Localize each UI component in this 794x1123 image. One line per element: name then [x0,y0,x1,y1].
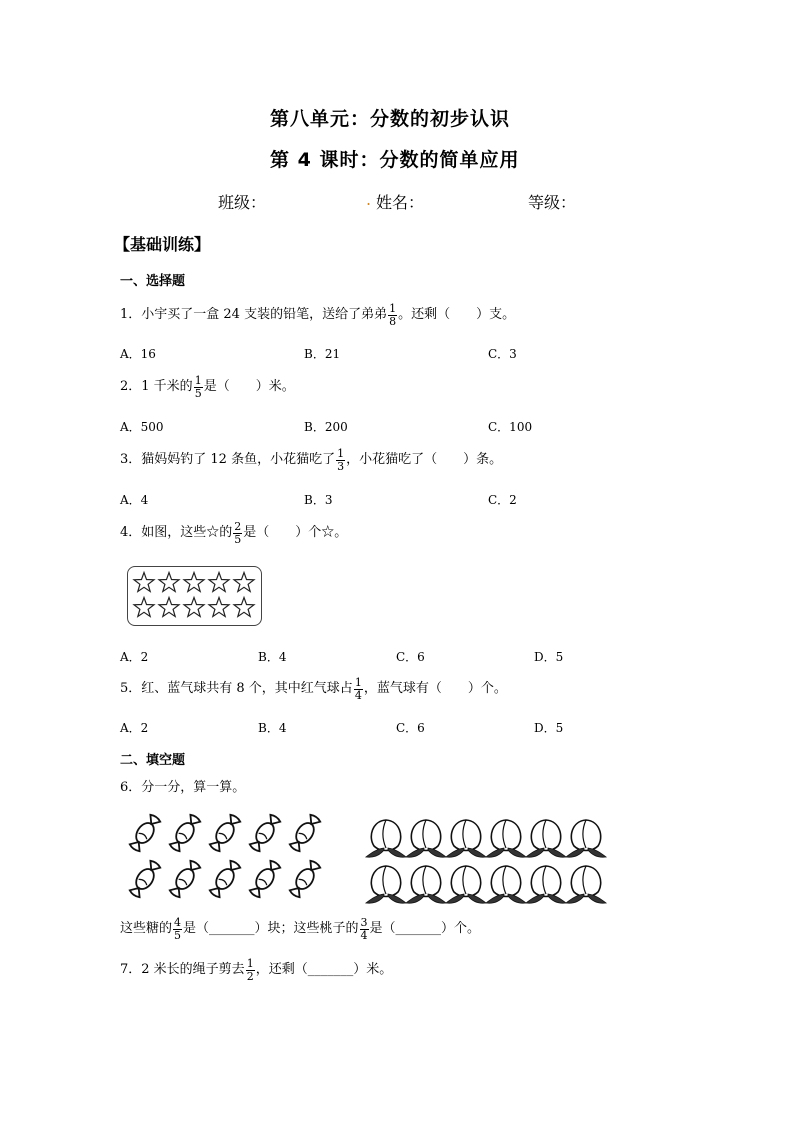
star-icon [134,598,154,617]
star-icon [159,573,179,592]
star-icon [234,598,254,617]
star-icon [134,573,154,592]
q1-option-a[interactable]: A．16 [120,347,156,361]
grade-label: 等级： [528,193,577,212]
q3-option-b[interactable]: B．3 [304,493,333,507]
q4-option-c[interactable]: C．6 [396,650,425,664]
name-label: 姓名： [376,193,425,212]
q2-option-a[interactable]: A．500 [120,420,164,434]
peach-icon [446,820,486,857]
q1-option-c[interactable]: C．3 [488,347,517,361]
fraction: $\frac{2}{5}$ [234,519,242,546]
q3-option-c[interactable]: C．2 [488,493,517,507]
candy-icon [128,859,163,900]
peaches-figure [363,815,613,905]
peach-icon [566,866,606,903]
q4-option-b[interactable]: B．4 [258,650,287,664]
q4-option-a[interactable]: A．2 [120,650,149,664]
peach-icon [526,820,566,857]
peach-icon [366,820,406,857]
peach-icon [526,866,566,903]
peach-icon [486,866,526,903]
unit-title: 第八单元：分数的初步认识 [270,108,511,130]
question-7: 7．2 米长的绳子剪去 $\frac{1}{2}$ ，还剩（_______）米。 [120,956,393,983]
question-6: 6．分一分，算一算。 [120,780,246,795]
question-1: 1．小宇买了一盒 24 支装的铅笔，送给了弟弟 $\frac{1}{8}$ 。还剩（ ）支。 [120,301,516,328]
peach-icon [366,866,406,903]
star-icon [159,598,179,617]
peach-icon [406,866,446,903]
part1-title: 一、选择题 [120,274,186,289]
q1-option-b[interactable]: B．21 [304,347,341,361]
star-icon [184,573,204,592]
question-3: 3．猫妈妈钓了 12 条鱼，小花猫吃了 $\frac{1}{3}$ ，小花猫吃了（ ）条。 [120,446,503,473]
q2-option-b[interactable]: B．200 [304,420,348,434]
candy-icon [208,813,243,854]
fraction: $\frac{1}{2}$ [246,956,254,983]
q5-option-a[interactable]: A．2 [120,721,149,735]
section-basic-training: 【基础训练】 [114,235,211,254]
fraction: $\frac{1}{8}$ [389,301,397,328]
star-icon [234,573,254,592]
candy-icon [128,813,163,854]
star-icon [209,573,229,592]
fraction: $\frac{3}{4}$ [360,915,368,942]
candy-icon [288,813,323,854]
star-figure-box [127,566,262,626]
candies-figure [125,811,325,901]
question-2: 2．1 千米的 $\frac{1}{5}$ 是（ ）米。 [120,373,295,400]
star-icon [209,598,229,617]
peach-icon [566,820,606,857]
candy-icon [168,859,203,900]
question-4: 4．如图，这些☆的 $\frac{2}{5}$ 是（ ）个☆。 [120,519,348,546]
q3-option-a[interactable]: A．4 [120,493,149,507]
fraction: $\frac{1}{4}$ [354,675,362,702]
stars-figure [128,567,261,625]
question-6-fill: 这些糖的 $\frac{4}{5}$ 是（_______）块；这些桃子的 $\frac{3}{4}$ 是（_______）个。 [120,915,481,942]
question-5: 5．红、蓝气球共有 8 个，其中红气球占 $\frac{1}{4}$ ，蓝气球有（ ）个。 [120,675,507,702]
peach-icon [486,820,526,857]
candy-icon [208,859,243,900]
peach-icon [406,820,446,857]
q4-option-d[interactable]: D．5 [534,650,564,664]
q2-option-c[interactable]: C．100 [488,420,533,434]
peach-icon [446,866,486,903]
separator-dot: . [366,190,372,209]
lesson-title: 第 4 课时：分数的简单应用 [270,149,520,171]
star-icon [184,598,204,617]
candy-icon [288,859,323,900]
candy-icon [168,813,203,854]
part2-title: 二、填空题 [120,753,186,768]
class-label: 班级： [218,193,267,212]
candy-icon [248,813,283,854]
fraction: $\frac{4}{5}$ [174,915,182,942]
q5-option-c[interactable]: C．6 [396,721,425,735]
candy-icon [248,859,283,900]
fraction: $\frac{1}{3}$ [337,446,345,473]
fraction: $\frac{1}{5}$ [194,373,202,400]
q5-option-d[interactable]: D．5 [534,721,564,735]
q5-option-b[interactable]: B．4 [258,721,287,735]
